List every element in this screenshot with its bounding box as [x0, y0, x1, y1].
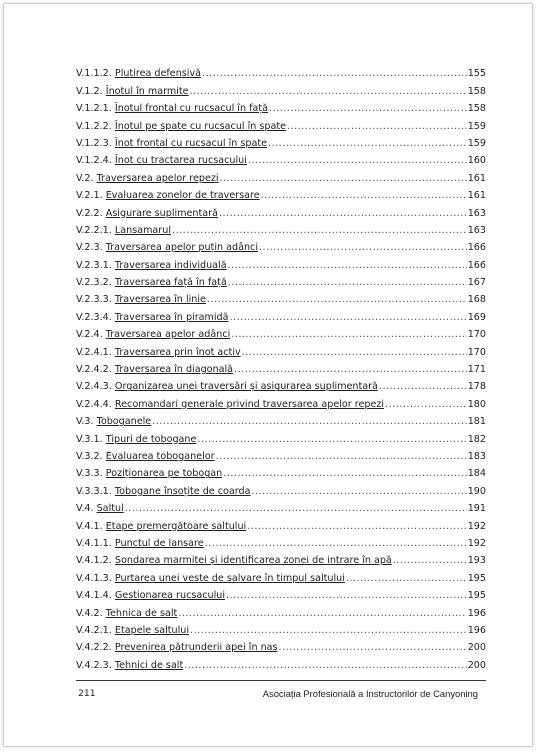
toc-entry[interactable]	[76, 584, 486, 601]
toc-entry-page: 200	[467, 642, 486, 654]
toc-entry[interactable]	[76, 271, 486, 288]
toc-entry-page: 178	[467, 381, 486, 393]
toc-dot-leader	[205, 538, 467, 549]
toc-entry-number: V.4.2.2.	[76, 642, 112, 654]
toc-entry-text: Prevenirea pătrunderii apei în nas	[114, 642, 278, 654]
toc-entry[interactable]	[76, 184, 486, 201]
toc-entry-number: V.3.3.1.	[76, 485, 112, 497]
toc-dot-leader	[219, 208, 467, 219]
toc-entry-title	[76, 625, 189, 636]
toc-dot-leader	[228, 260, 467, 271]
toc-entry-text: Toboganele	[96, 416, 152, 428]
toc-dot-leader	[247, 521, 466, 532]
toc-entry-title	[76, 538, 204, 549]
toc-entry[interactable]	[76, 532, 486, 549]
toc-entry[interactable]	[76, 149, 486, 166]
toc-entry[interactable]	[76, 549, 486, 566]
toc-dot-leader	[178, 608, 466, 619]
toc-entry-title	[76, 155, 247, 166]
toc-entry-number: V.2.3.4.	[76, 311, 112, 323]
toc-entry-page: 168	[467, 294, 486, 306]
toc-entry-title	[76, 573, 345, 584]
toc-entry-text: Tehnici de salt	[114, 659, 184, 671]
toc-dot-leader	[197, 434, 466, 445]
toc-entry[interactable]	[76, 392, 486, 409]
toc-entry[interactable]	[76, 619, 486, 636]
toc-entry-page: 182	[467, 433, 486, 445]
toc-entry[interactable]	[76, 288, 486, 305]
toc-entry-page: 167	[467, 277, 486, 289]
toc-entry[interactable]	[76, 375, 486, 392]
toc-entry-page: 181	[467, 416, 486, 428]
toc-dot-leader	[269, 103, 467, 114]
toc-entry[interactable]	[76, 340, 486, 357]
toc-dot-leader	[242, 347, 467, 358]
toc-entry[interactable]	[76, 514, 486, 531]
toc-entry-number: V.2.2.1.	[76, 224, 112, 236]
toc-entry-page: 170	[467, 329, 486, 341]
toc-entry-number: V.4.1.2.	[76, 555, 112, 567]
toc-entry-title	[76, 590, 225, 601]
toc-entry-number: V.2.3.1.	[76, 259, 112, 271]
toc-entry-title	[76, 329, 230, 340]
toc-entry[interactable]	[76, 427, 486, 444]
toc-entry-number: V.1.1.2.	[76, 68, 112, 80]
toc-dot-leader	[393, 555, 467, 566]
toc-entry-page: 183	[467, 450, 486, 462]
toc-dot-leader	[223, 468, 466, 479]
toc-entry-title	[76, 642, 278, 653]
toc-entry-text: Înotul pe spate cu rucsacul în spate	[114, 120, 287, 132]
toc-entry-text: Înot frontal cu rucsacul în spate	[114, 137, 267, 149]
toc-entry-title	[76, 381, 378, 392]
toc-entry-number: V.1.2.3.	[76, 137, 112, 149]
toc-entry-title	[76, 451, 215, 462]
toc-entry[interactable]	[76, 166, 486, 183]
footer-organization: Asociația Profesională a Instructorilor de Canyoning	[262, 688, 478, 699]
toc-entry-number: V.2.4.1.	[76, 346, 112, 358]
toc-entry-text: Poziționarea pe tobogan	[105, 468, 223, 480]
toc-dot-leader	[230, 312, 467, 323]
toc-dot-leader	[152, 416, 467, 427]
toc-dot-leader	[190, 625, 467, 636]
toc-dot-leader	[207, 294, 467, 305]
toc-entry-page: 169	[467, 311, 486, 323]
toc-entry[interactable]	[76, 236, 486, 253]
toc-dot-leader	[231, 329, 466, 340]
table-of-contents	[76, 62, 486, 671]
toc-entry-number: V.3.	[76, 416, 94, 428]
toc-entry-text: Plutirea defensivă	[114, 68, 202, 80]
toc-entry-title	[76, 242, 258, 253]
toc-entry-page: 192	[467, 520, 486, 532]
toc-dot-leader	[268, 138, 467, 149]
toc-entry-text: Lansamarul	[114, 224, 172, 236]
toc-dot-leader	[220, 173, 467, 184]
toc-entry-page: 200	[467, 659, 486, 671]
toc-entry-text: Sondarea marmitei și identificarea zonei de intrare în apă	[114, 555, 392, 567]
toc-entry-number: V.4.2.3.	[76, 659, 112, 671]
toc-entry-text: Traversarea individuală	[114, 259, 227, 271]
toc-entry-number: V.2.4.4.	[76, 398, 112, 410]
toc-entry[interactable]	[76, 305, 486, 322]
toc-entry-text: Organizarea unei traversări și asigurarea suplimentară	[114, 381, 378, 393]
toc-dot-leader	[346, 573, 467, 584]
toc-entry-number: V.1.2.1.	[76, 103, 112, 115]
toc-entry-title	[76, 68, 201, 79]
toc-entry-page: 180	[467, 398, 486, 410]
toc-entry-text: Tipuri de tobogane	[105, 433, 197, 445]
toc-entry-number: V.4.2.	[76, 607, 103, 619]
toc-dot-leader	[216, 451, 467, 462]
toc-entry-text: Traversarea apelor repezi	[96, 172, 219, 184]
toc-entry-page: 159	[467, 137, 486, 149]
toc-dot-leader	[252, 486, 467, 497]
toc-dot-leader	[379, 381, 467, 392]
toc-entry-page: 158	[467, 103, 486, 115]
toc-entry-title	[76, 416, 151, 427]
toc-dot-leader	[261, 190, 467, 201]
toc-entry-page: 184	[467, 468, 486, 480]
toc-entry-text: Etape premergătoare saltului	[105, 520, 247, 532]
toc-entry-text: Tehnica de salt	[105, 607, 178, 619]
toc-entry[interactable]	[76, 445, 486, 462]
toc-dot-leader	[172, 225, 467, 236]
toc-dot-leader	[184, 660, 466, 671]
toc-entry[interactable]	[76, 653, 486, 670]
toc-entry-text: Traversarea față în față	[114, 277, 227, 289]
toc-dot-leader	[202, 68, 467, 79]
toc-entry-number: V.1.2.4.	[76, 155, 112, 167]
toc-entry-number: V.2.4.3.	[76, 381, 112, 393]
toc-entry-text: Traversarea prin înot activ	[114, 346, 241, 358]
toc-entry-title	[76, 225, 171, 236]
toc-dot-leader	[259, 242, 467, 253]
toc-dot-leader	[248, 155, 467, 166]
toc-entry-page: 170	[467, 346, 486, 358]
toc-entry-page: 155	[467, 68, 486, 80]
toc-entry-page: 195	[467, 590, 486, 602]
toc-entry-title	[76, 468, 222, 479]
toc-entry-page: 163	[467, 224, 486, 236]
toc-entry-number: V.2.2.	[76, 207, 103, 219]
toc-entry-page: 171	[467, 364, 486, 376]
toc-dot-leader	[385, 399, 467, 410]
toc-entry-page: 161	[467, 172, 486, 184]
toc-entry-number: V.4.1.4.	[76, 590, 112, 602]
toc-entry-page: 166	[467, 242, 486, 254]
toc-entry[interactable]	[76, 323, 486, 340]
toc-entry[interactable]	[76, 114, 486, 131]
toc-entry-page: 196	[467, 607, 486, 619]
toc-dot-leader	[287, 121, 467, 132]
toc-dot-leader	[190, 86, 467, 97]
toc-entry-number: V.2.1.	[76, 190, 103, 202]
toc-entry-title	[76, 434, 196, 445]
toc-entry-title	[76, 364, 233, 375]
toc-entry-title	[76, 660, 183, 671]
footer-divider	[76, 680, 486, 681]
toc-entry-title	[76, 521, 246, 532]
toc-entry[interactable]	[76, 97, 486, 114]
toc-entry-text: Traversarea în piramidă	[114, 311, 229, 323]
toc-entry[interactable]	[76, 601, 486, 618]
toc-entry[interactable]	[76, 358, 486, 375]
document-page	[3, 3, 533, 747]
toc-entry-title	[76, 399, 384, 410]
toc-entry-page: 196	[467, 624, 486, 636]
toc-entry-title	[76, 86, 189, 97]
toc-entry[interactable]	[76, 201, 486, 218]
toc-dot-leader	[228, 277, 467, 288]
toc-entry-number: V.2.4.	[76, 329, 103, 341]
toc-dot-leader	[226, 590, 467, 601]
toc-entry-page: 191	[467, 503, 486, 515]
toc-entry-title	[76, 486, 251, 497]
toc-entry-title	[76, 173, 219, 184]
toc-entry-page: 158	[467, 85, 486, 97]
toc-entry-page: 166	[467, 259, 486, 271]
toc-entry-text: Purtarea unei veste de salvare în timpul saltului	[114, 572, 345, 584]
toc-entry[interactable]	[76, 62, 486, 79]
toc-entry-page: 190	[467, 485, 486, 497]
toc-entry[interactable]	[76, 219, 486, 236]
toc-entry-number: V.2.3.3.	[76, 294, 112, 306]
toc-entry-title	[76, 294, 206, 305]
toc-entry[interactable]	[76, 636, 486, 653]
toc-dot-leader	[234, 364, 467, 375]
toc-entry[interactable]	[76, 566, 486, 583]
toc-entry[interactable]	[76, 79, 486, 96]
toc-entry-title	[76, 277, 227, 288]
toc-entry-title	[76, 103, 268, 114]
toc-entry[interactable]	[76, 410, 486, 427]
toc-entry-page: 163	[467, 207, 486, 219]
toc-entry-number: V.4.1.3.	[76, 572, 112, 584]
toc-entry-text: Înot cu tractarea rucsacului	[114, 155, 247, 167]
toc-entry[interactable]	[76, 479, 486, 496]
toc-entry-number: V.3.2.	[76, 450, 103, 462]
toc-entry-number: V.4.2.1.	[76, 624, 112, 636]
toc-entry-title	[76, 190, 260, 201]
toc-entry-page: 193	[467, 555, 486, 567]
toc-entry-title	[76, 503, 124, 514]
toc-entry[interactable]	[76, 253, 486, 270]
toc-entry-text: Evaluarea zonelor de traversare	[105, 190, 260, 202]
toc-entry-text: Punctul de lansare	[114, 537, 204, 549]
toc-entry-text: Evaluarea toboganelor	[105, 450, 215, 462]
toc-entry-title	[76, 347, 241, 358]
toc-entry-title	[76, 208, 218, 219]
toc-entry-text: Înotul în marmite	[105, 85, 189, 97]
toc-entry-text: Traversarea în diagonală	[114, 364, 234, 376]
toc-entry[interactable]	[76, 132, 486, 149]
toc-entry-title	[76, 121, 286, 132]
toc-entry-number: V.2.4.2.	[76, 364, 112, 376]
toc-entry-text: Înotul frontal cu rucsacul în față	[114, 103, 269, 115]
toc-entry-page: 192	[467, 537, 486, 549]
toc-entry-text: Asigurare suplimentară	[105, 207, 218, 219]
toc-entry-number: V.2.3.2.	[76, 277, 112, 289]
toc-entry-number: V.4.	[76, 503, 94, 515]
toc-entry-number: V.3.1.	[76, 433, 103, 445]
toc-dot-leader	[279, 642, 467, 653]
toc-entry-number: V.3.3.	[76, 468, 103, 480]
toc-entry-text: Etapele saltului	[114, 624, 190, 636]
toc-entry-title	[76, 608, 177, 619]
toc-entry-text: Tobogane însoțite de coarda	[114, 485, 251, 497]
toc-entry-number: V.4.1.	[76, 520, 103, 532]
toc-entry-page: 195	[467, 572, 486, 584]
toc-entry-title	[76, 138, 267, 149]
toc-entry-text: Recomandari generale privind traversarea apelor repezi	[114, 398, 385, 410]
toc-entry-number: V.1.2.	[76, 85, 103, 97]
toc-dot-leader	[125, 503, 467, 514]
toc-entry-text: Saltul	[96, 503, 124, 515]
toc-entry[interactable]	[76, 462, 486, 479]
toc-entry-text: Traversarea apelor adânci	[105, 329, 231, 341]
toc-entry[interactable]	[76, 497, 486, 514]
toc-entry-text: Traversarea în linie	[114, 294, 206, 306]
toc-entry-number: V.1.2.2.	[76, 120, 112, 132]
toc-entry-page: 160	[467, 155, 486, 167]
toc-entry-page: 161	[467, 190, 486, 202]
toc-entry-number: V.2.	[76, 172, 94, 184]
toc-entry-title	[76, 260, 227, 271]
toc-entry-title	[76, 312, 229, 323]
toc-entry-number: V.2.3.	[76, 242, 103, 254]
toc-entry-number: V.4.1.1.	[76, 537, 112, 549]
toc-entry-title	[76, 555, 392, 566]
toc-entry-text: Gestionarea rucsacului	[114, 590, 226, 602]
footer-page-number: 211	[78, 688, 96, 699]
toc-entry-text: Traversarea apelor puțin adânci	[105, 242, 258, 254]
toc-entry-page: 159	[467, 120, 486, 132]
